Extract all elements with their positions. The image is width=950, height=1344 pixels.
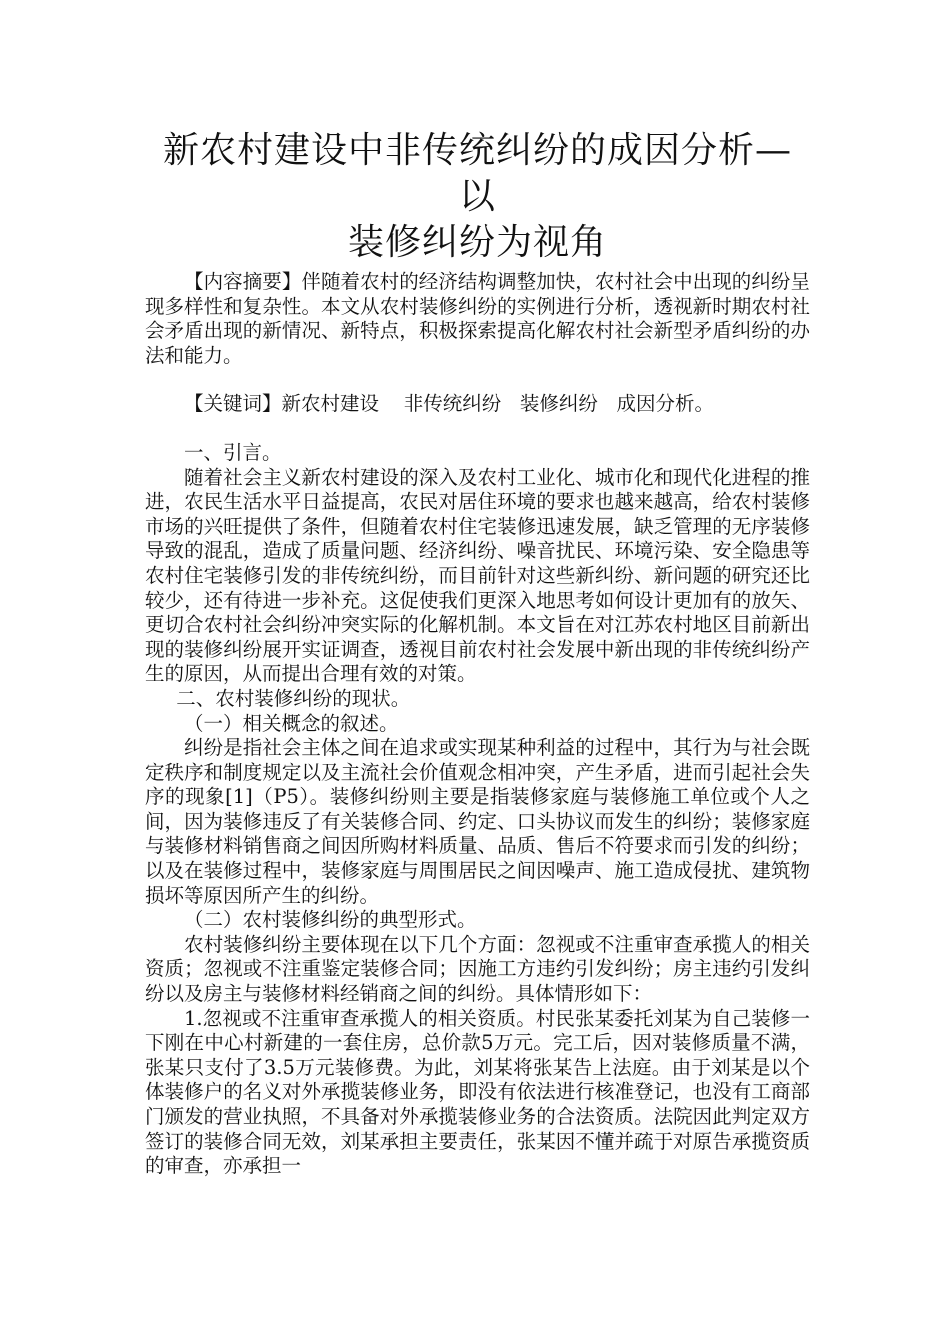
subsection-2-heading: （二）农村装修纠纷的典型形式。 (184, 908, 477, 932)
document-title (145, 128, 810, 266)
abstract-text: 伴随着农村的经济结构调整加快，农村社会中出现的纠纷呈现多样性和复杂性。本文从农村装修纠纷的实例进行分析，透视新时期农村社会矛盾出现的新情况、新特点，积极探索提高化解农村社会新型矛盾纠纷的办法和能力。 (145, 270, 810, 367)
keywords-label: 【关键词】 (184, 392, 282, 416)
document-page (145, 128, 810, 1179)
title-line-1: 新农村建设中非传统纠纷的成因分析—以 (162, 130, 792, 217)
subsection-1-paragraph: 纠纷是指社会主体之间在追求或实现某种利益的过程中，其行为与社会既定秩序和制度规定以及主流社会价值观念相冲突，产生矛盾，进而引起社会失序的现象[1]（P5）。装修纠纷则主要是指装修家庭与装修施工单位或个人之间，因为装修违反了有关装修合同、约定、口头协议而发生的纠纷；装修家庭与装修材料销售商之间因所购材料质量、品质、售后不符要求而引发的纠纷；以及在装修过程中，装修家庭与周围居民之间因噪声、施工造成侵扰、建筑物损坏等原因所产生的纠纷。 (145, 736, 810, 907)
status-heading: 二、农村装修纠纷的现状。 (176, 686, 411, 710)
intro-paragraph: 随着社会主义新农村建设的深入及农村工业化、城市化和现代化进程的推进，农民生活水平日益提高，农民对居住环境的要求也越来越高，给农村装修市场的兴旺提供了条件，但随着农村住宅装修迅速发展，缺乏管理的无序装修导致的混乱，造成了质量问题、经济纠纷、噪音扰民、环境污染、安全隐患等农村住宅装修引发的非传统纠纷，而目前针对这些新纠纷、新问题的研究还比较少，还有待进一步补充。这促使我们更深入地思考如何设计更加有的放矢、更切合农村社会纠纷冲突实际的化解机制。本文旨在对江苏农村地区目前新出现的装修纠纷展开实证调查，透视目前农村社会发展中新出现的非传统纠纷产生的原因，从而提出合理有效的对策。 (145, 465, 810, 686)
keywords-text: 新农村建设 非传统纠纷 装修纠纷 成因分析。 (281, 392, 715, 416)
subsection-1-heading: （一）相关概念的叙述。 (184, 711, 399, 735)
abstract-label: 【内容摘要】 (184, 270, 302, 293)
abstract-paragraph (145, 270, 810, 368)
subsection-2-paragraph: 农村装修纠纷主要体现在以下几个方面：忽视或不注重审查承揽人的相关资质；忽视或不注重鉴定装修合同；因施工方违约引发纠纷；房主违约引发纠纷以及房主与装修材料经销商之间的纠纷。具体情形如下： (145, 932, 810, 1006)
title-line-2: 装修纠纷为视角 (347, 222, 607, 263)
intro-heading: 一、引言。 (184, 440, 282, 464)
keywords-line (145, 392, 810, 417)
item-1-paragraph: 1.忽视或不注重审查承揽人的相关资质。村民张某委托刘某为自己装修一下刚在中心村新建的一套住房，总价款5万元。完工后，因对装修质量不满，张某只支付了3.5万元装修费。为此，刘某将张某告上法庭。由于刘某是以个体装修户的名义对外承揽装修业务，即没有依法进行核准登记，也没有工商部门颁发的营业执照，不具备对外承揽装修业务的合法资质。法院因此判定双方签订的装修合同无效，刘某承担主要责任，张某因不懂并疏于对原告承揽资质的审查，亦承担一 (145, 1006, 810, 1178)
